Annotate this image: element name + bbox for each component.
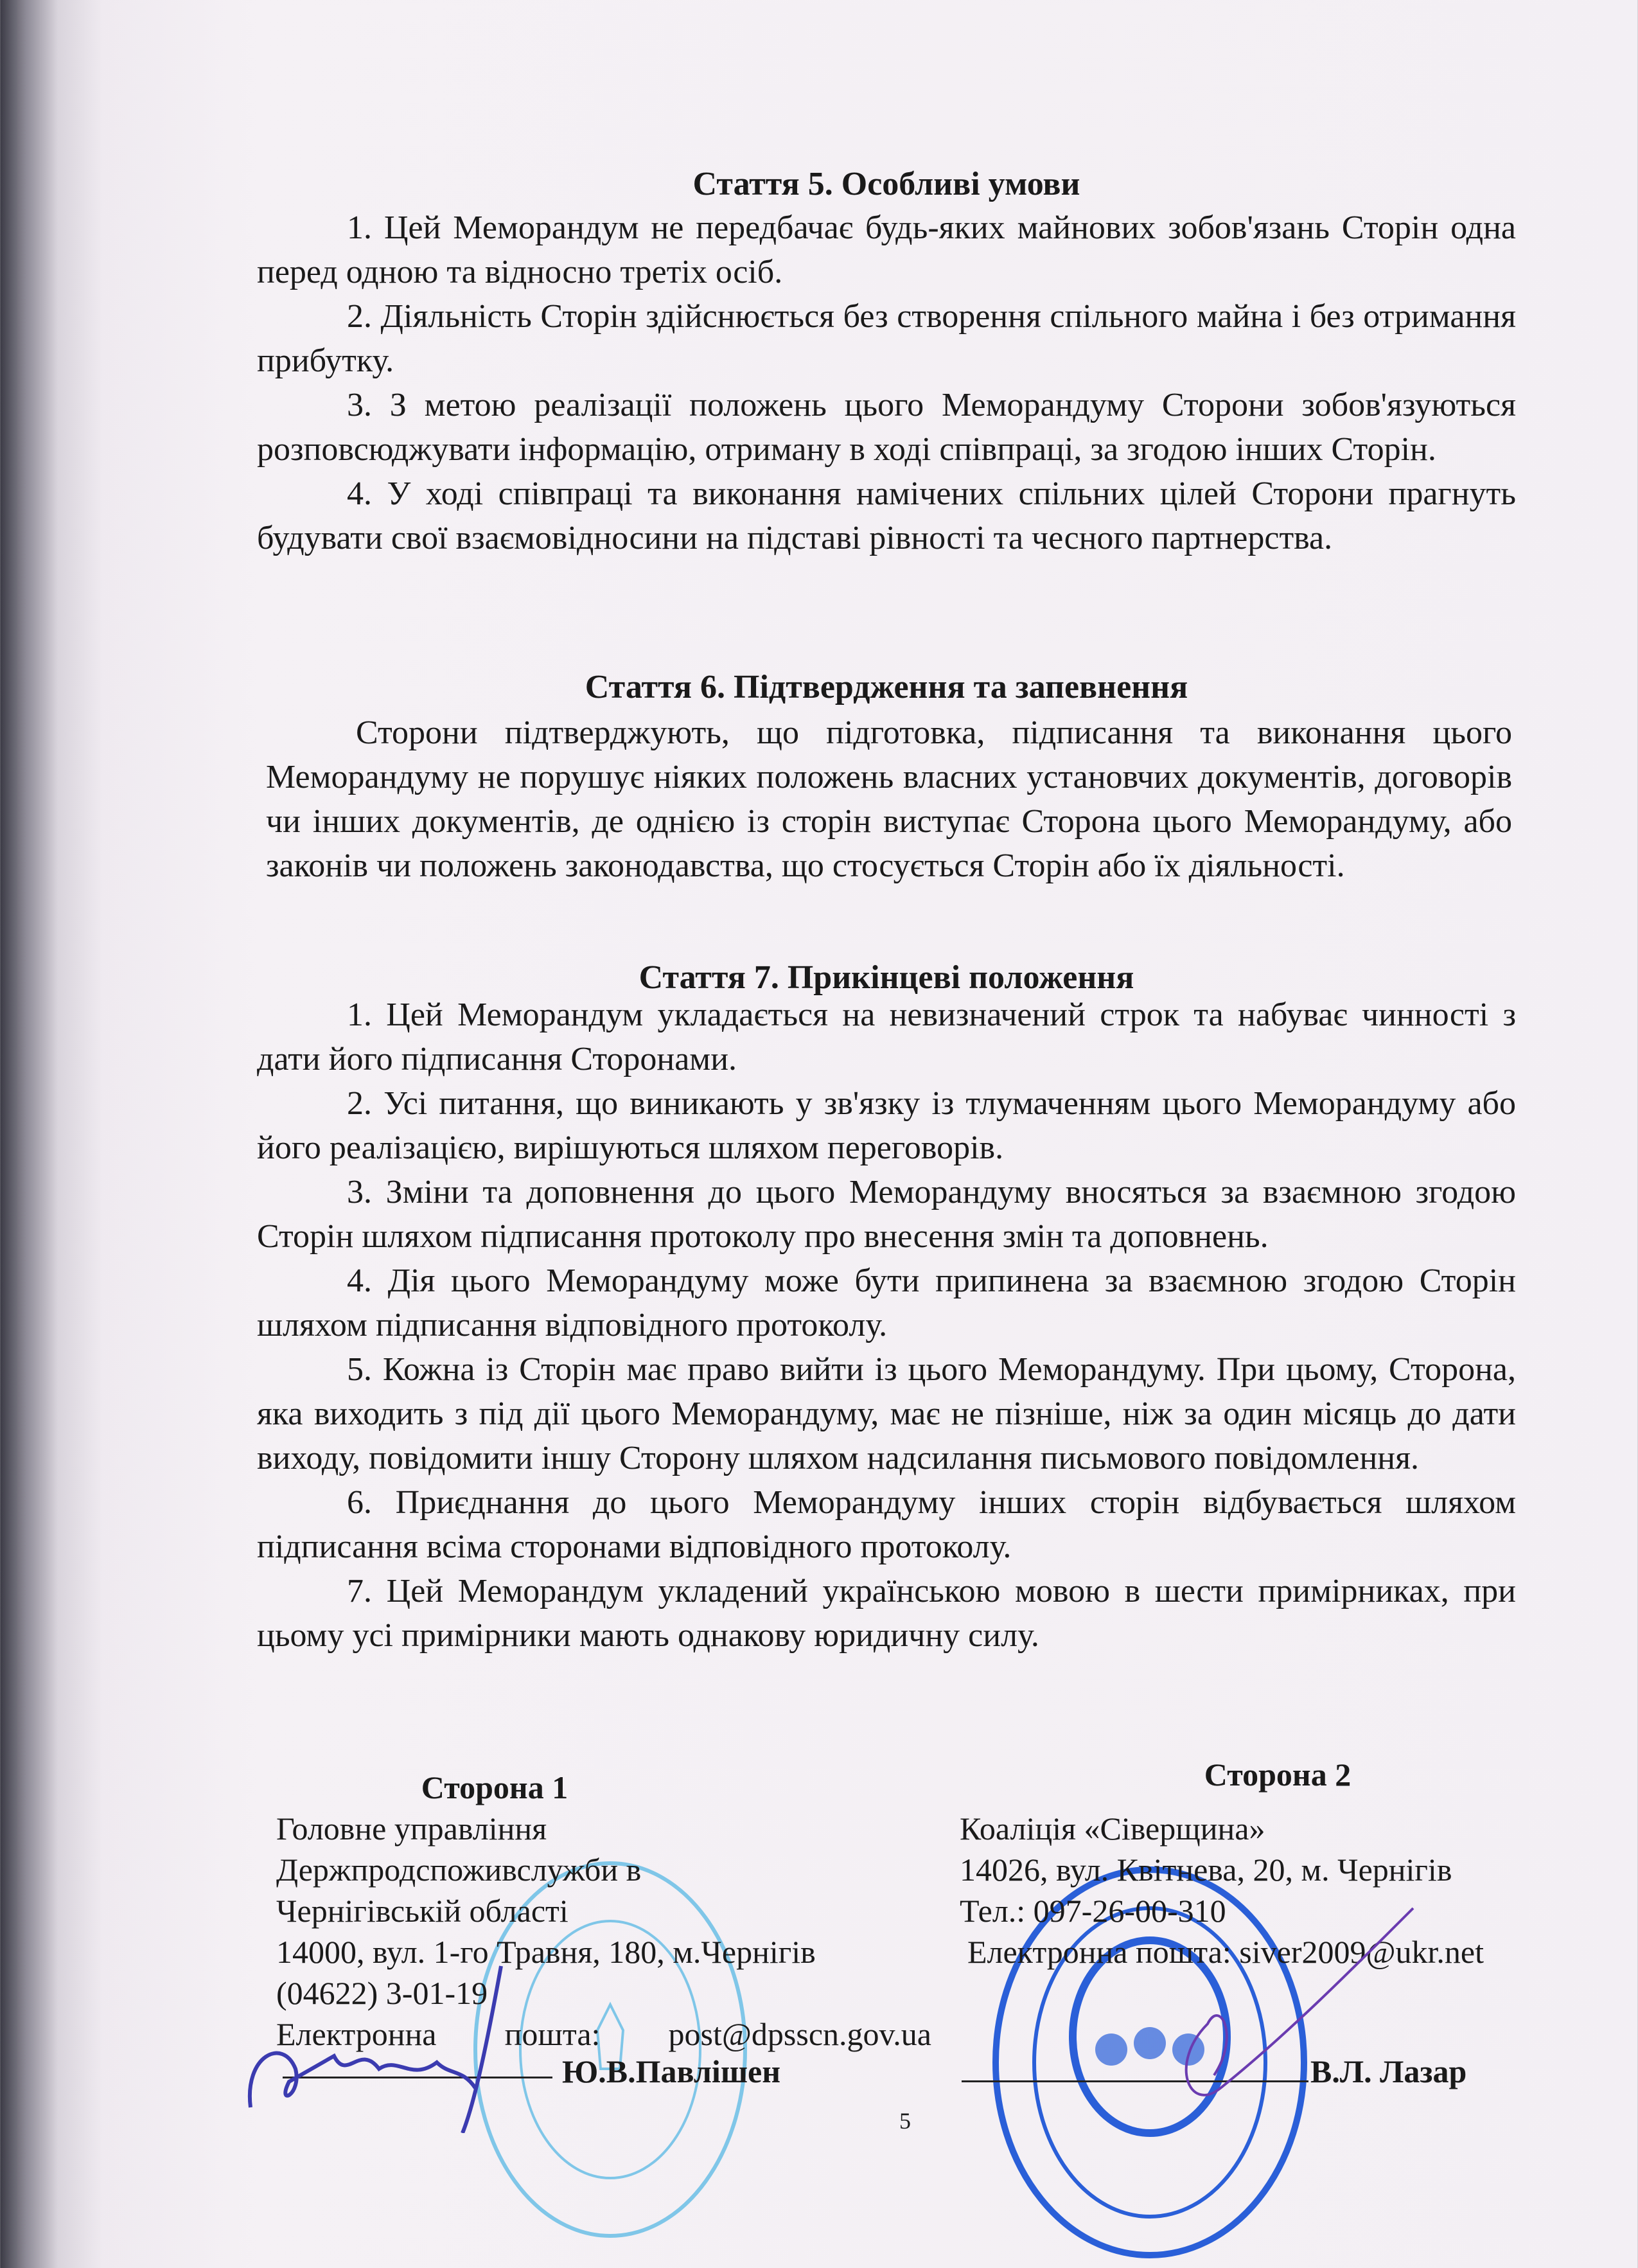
article-5-title: Стаття 5. Особливі умови bbox=[692, 166, 1080, 202]
paragraph: 3. З метою реалізації положень цього Меморандуму Сторони зобов'язуються розповсюджувати інформацію, отриману в ході співпраці, за згодою інших Сторін. bbox=[257, 387, 1516, 468]
party-1-signature-icon bbox=[231, 1940, 552, 2133]
article-5-body bbox=[257, 206, 1516, 560]
paragraph: 1. Цей Меморандум укладається на невизначений строк та набуває чинності з дати його підписання Сторонами. bbox=[257, 997, 1516, 1077]
party-1-title: Сторона 1 bbox=[421, 1769, 568, 1805]
party-2-line: Тел.: 097-26-00-310 bbox=[960, 1893, 1226, 1929]
party-2-signature-icon bbox=[1092, 1895, 1426, 2127]
paragraph: 4. Дія цього Меморандуму може бути припинена за взаємною згодою Сторін шляхом підписання відповідного протоколу. bbox=[257, 1262, 1516, 1343]
party-2-line: 14026, вул. Квітнева, 20, м. Чернігів bbox=[960, 1852, 1452, 1888]
party-1-line: Держпродспоживслужби в bbox=[276, 1852, 642, 1888]
party-1-line: Чернігівській області bbox=[276, 1893, 568, 1929]
party-1-signatory: Ю.В.Павлішен bbox=[562, 2053, 781, 2089]
article-7-title: Стаття 7. Прикінцеві положення bbox=[638, 959, 1134, 996]
party-2-line: Коаліція «Сіверщина» bbox=[960, 1811, 1265, 1847]
page-number: 5 bbox=[899, 2108, 911, 2134]
party-2-title: Сторона 2 bbox=[1204, 1757, 1352, 1793]
paragraph: 1. Цей Меморандум не передбачає будь-яких майнових зобов'язань Сторін одна перед одною та відносно третіх осіб. bbox=[257, 209, 1516, 290]
article-6-body bbox=[266, 711, 1512, 888]
article-6-title: Стаття 6. Підтвердження та запевнення bbox=[585, 669, 1188, 705]
paragraph: 4. У ході співпраці та виконання намічених спільних цілей Сторони прагнуть будувати свої взаємовідносини на підставі рівності та чесного партнерства. bbox=[257, 475, 1516, 556]
party-1-line: 14000, вул. 1-го Травня, 180, м.Чернігів bbox=[276, 1934, 816, 1970]
party-2-email: Електронна пошта: siver2009@ukr.net bbox=[967, 1934, 1484, 1970]
party-1-line: (04622) 3-01-19 bbox=[276, 1975, 488, 2011]
party-1-email: Електронна пошта: post@dpsscn.gov.ua bbox=[276, 2016, 931, 2052]
party-1-line: Головне управління bbox=[276, 1811, 547, 1847]
paragraph: 5. Кожна із Сторін має право вийти із цього Меморандуму. При цьому, Сторона, яка виходить з під дії цього Меморандуму, має не пізніше, ніж за один місяць до дати виходу, повідомити іншу Сторону шляхом надсилання письмового повідомлення. bbox=[257, 1351, 1516, 1476]
paragraph: 7. Цей Меморандум укладений українською мовою в шести примірниках, при цьому усі примірники мають однакову юридичну силу. bbox=[257, 1573, 1516, 1654]
paragraph: 2. Усі питання, що виникають у зв'язку із тлумаченням цього Меморандуму або його реалізацією, вирішуються шляхом переговорів. bbox=[257, 1085, 1516, 1166]
paragraph: Сторони підтверджують, що підготовка, підписання та виконання цього Меморандуму не порушує ніяких положень власних установчих документів, договорів чи інших документів, де однією із сторін виступає Сторона цього Меморандуму, або законів чи положень законодавства, що стосується Сторін або їх діяльності. bbox=[266, 714, 1512, 884]
paragraph: 6. Приєднання до цього Меморандуму інших сторін відбувається шляхом підписання всіма сторонами відповідного протоколу. bbox=[257, 1484, 1516, 1565]
paragraph: 3. Зміни та доповнення до цього Меморандуму вносяться за взаємною згодою Сторін шляхом підписання протоколу про внесення змін та доповнень. bbox=[257, 1174, 1516, 1255]
party-2-signatory: В.Л. Лазар bbox=[1310, 2053, 1467, 2089]
article-7-body bbox=[257, 993, 1516, 1658]
paragraph: 2. Діяльність Сторін здійснюється без створення спільного майна і без отримання прибутку. bbox=[257, 298, 1516, 379]
